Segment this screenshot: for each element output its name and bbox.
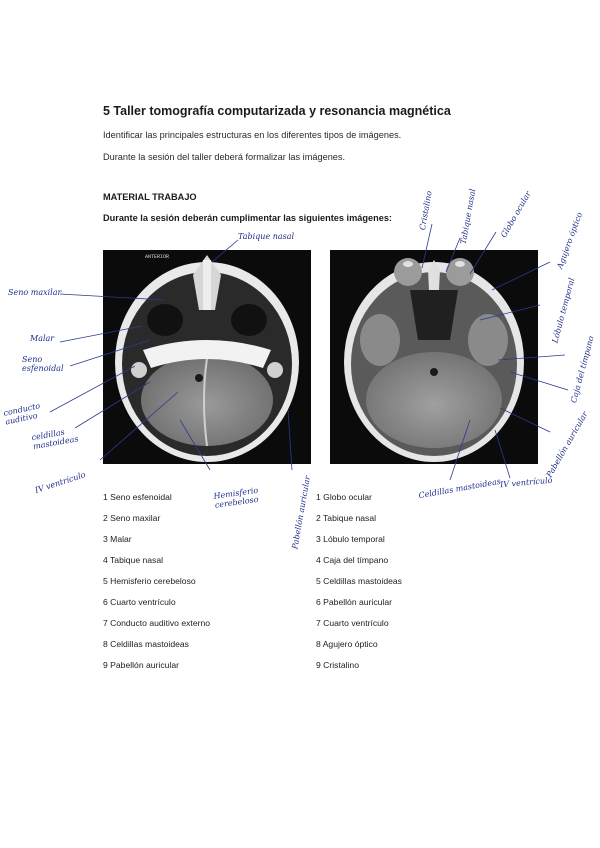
hw-caja-timpano: Caja del tímpano	[569, 335, 596, 404]
intro-line-1: Identificar las principales estructuras en los diferentes tipos de imágenes.	[103, 130, 402, 140]
page-title: 5 Taller tomografía computarizada y resonancia magnética	[103, 104, 451, 118]
hw-seno-maxilar: Seno maxilar	[8, 288, 62, 297]
hw-celdillas-mastoideas-right: Celdillas mastoideas	[417, 476, 502, 501]
hw-celdillas-mastoideas-left: celdillas mastoideas	[30, 427, 80, 452]
hw-globo-ocular: Globo ocular	[499, 189, 533, 240]
ct-scan-left-image	[103, 250, 311, 464]
instruction-text: Durante la sesión deberán cumplimentar las siguientes imágenes:	[103, 213, 392, 223]
list-item: 3 Lóbulo temporal	[316, 534, 385, 544]
structure-list-left	[103, 487, 210, 676]
list-item: 7 Cuarto ventrículo	[316, 618, 389, 628]
hw-iv-ventriculo-right: IV ventrículo	[499, 475, 553, 490]
hw-pabellon-auricular-right: Pabellón auricular	[544, 410, 590, 479]
list-item: 8 Celdillas mastoideas	[103, 639, 189, 649]
intro-line-2: Durante la sesión del taller deberá formalizar las imágenes.	[103, 152, 346, 162]
hw-malar: Malar	[30, 334, 55, 343]
hw-seno-esfenoidal: Seno esfenoidal	[22, 355, 64, 373]
hw-hemisferio-cerebeloso: Hemisferio cerebeloso	[213, 485, 260, 510]
ct-scan-left	[103, 250, 311, 464]
hw-cristalino: Cristalino	[417, 190, 434, 231]
list-item: 5 Celdillas mastoideas	[316, 576, 402, 586]
list-item: 4 Caja del tímpano	[316, 555, 389, 565]
list-item: 3 Malar	[103, 534, 132, 544]
hw-tabique-nasal-left: Tabique nasal	[238, 232, 295, 241]
list-item: 1 Seno esfenoidal	[103, 492, 172, 502]
hw-pabellon-auricular-left: Pabellón auricular	[290, 475, 313, 550]
list-item: 5 Hemisferio cerebeloso	[103, 576, 196, 586]
hw-tabique-nasal-right: Tabique nasal	[458, 188, 478, 245]
list-item: 8 Agujero óptico	[316, 639, 378, 649]
structure-list-right	[316, 487, 402, 676]
list-item: 2 Tabique nasal	[316, 513, 377, 523]
list-item: 6 Cuarto ventrículo	[103, 597, 176, 607]
list-item: 6 Pabellón auricular	[316, 597, 392, 607]
hw-agujero-optico: Agujero óptico	[555, 211, 585, 270]
list-item: 7 Conducto auditivo externo	[103, 618, 211, 628]
section-heading: MATERIAL TRABAJO	[103, 192, 197, 202]
hw-iv-ventriculo-left: IV ventrículo	[33, 470, 87, 495]
hw-lobulo-temporal: Lóbulo temporal	[550, 276, 577, 345]
list-item: 9 Cristalino	[316, 660, 359, 670]
list-item: 1 Globo ocular	[316, 492, 372, 502]
list-item: 2 Seno maxilar	[103, 513, 161, 523]
scan-left-top-label: ANTERIOR	[145, 254, 170, 260]
ct-scan-right-image	[330, 250, 538, 464]
hw-conducto-auditivo: conducto auditivo	[2, 401, 41, 427]
list-item: 4 Tabique nasal	[103, 555, 164, 565]
list-item: 9 Pabellón auricular	[103, 660, 179, 670]
ct-scan-right	[330, 250, 538, 464]
